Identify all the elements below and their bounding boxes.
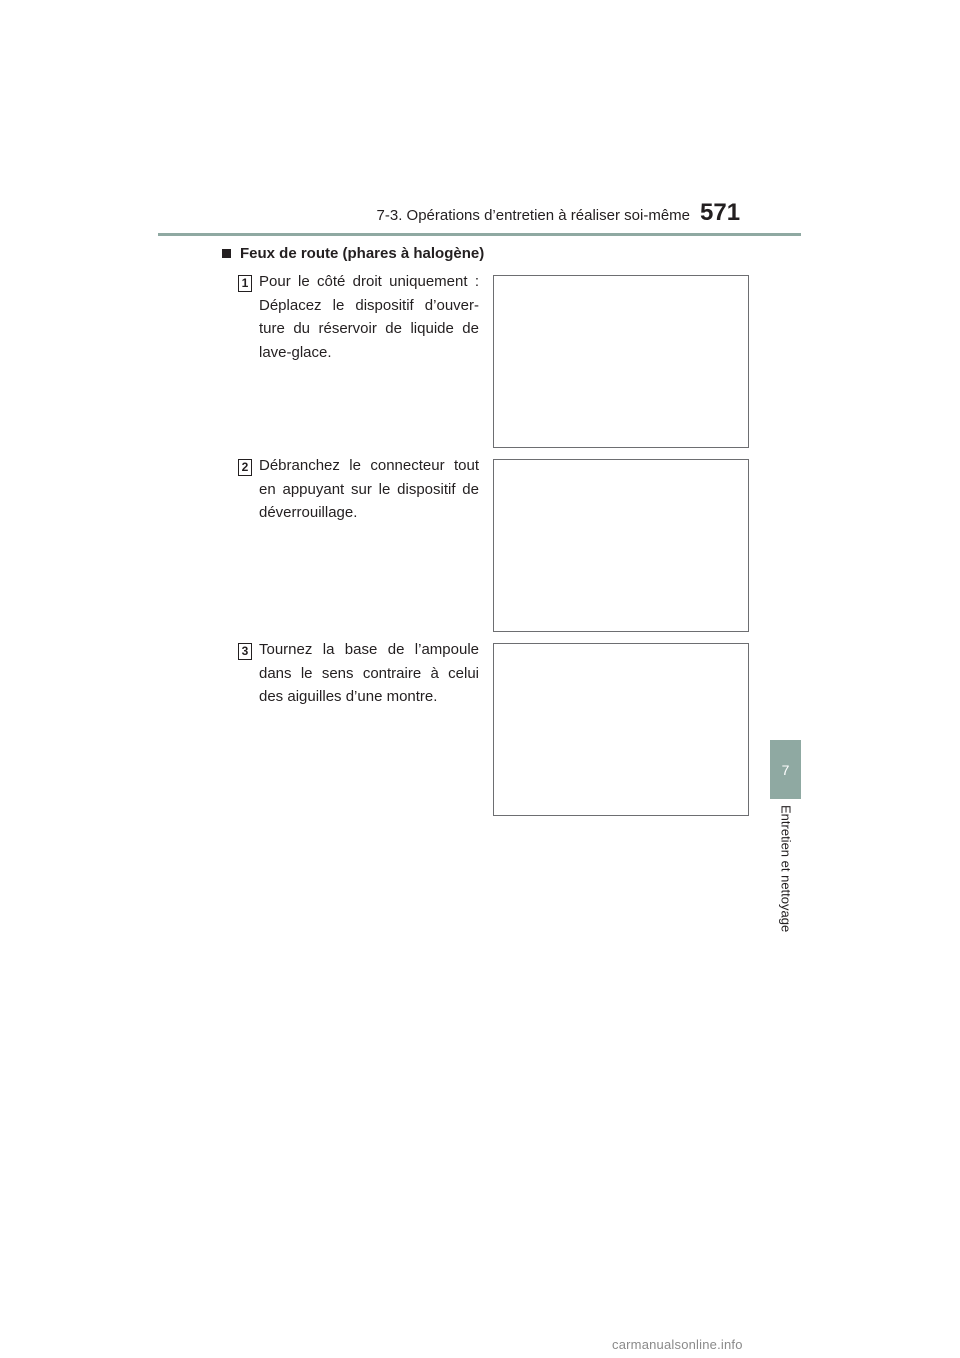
chapter-label: Entretien et nettoyage — [778, 805, 794, 933]
chapter-tab — [770, 740, 801, 799]
section-heading-text: Feux de route (phares à halogène) — [240, 245, 485, 262]
step-1-illustration — [493, 275, 749, 448]
step-3-badge: 3 — [238, 643, 252, 660]
step-2-badge: 2 — [238, 459, 252, 476]
header-divider — [158, 233, 801, 236]
header-section-title: 7-3. Opérations d’entretien à réaliser soi-même — [376, 207, 690, 224]
step-3-text: Tournez la base de l’ampoule dans le sens contraire à celui des aiguilles d’une montre. — [259, 641, 479, 705]
step-2-text: Débranchez le connecteur tout en appuyant sur le dispositif de déverrouillage. — [259, 457, 479, 521]
step-1-text: Pour le côté droit uniquement : Déplacez le dispositif d’ouver-ture du réservoir de liquide de lave-glace. — [259, 273, 479, 361]
step-2-illustration — [493, 459, 749, 632]
chapter-number: 7 — [781, 761, 790, 778]
page-number: 571 — [700, 199, 741, 226]
step-1-badge: 1 — [238, 275, 252, 292]
section-heading — [222, 245, 484, 262]
square-bullet-icon — [222, 249, 231, 258]
footer-watermark: carmanualsonline.info — [612, 1337, 743, 1352]
step-3-illustration — [493, 643, 749, 816]
